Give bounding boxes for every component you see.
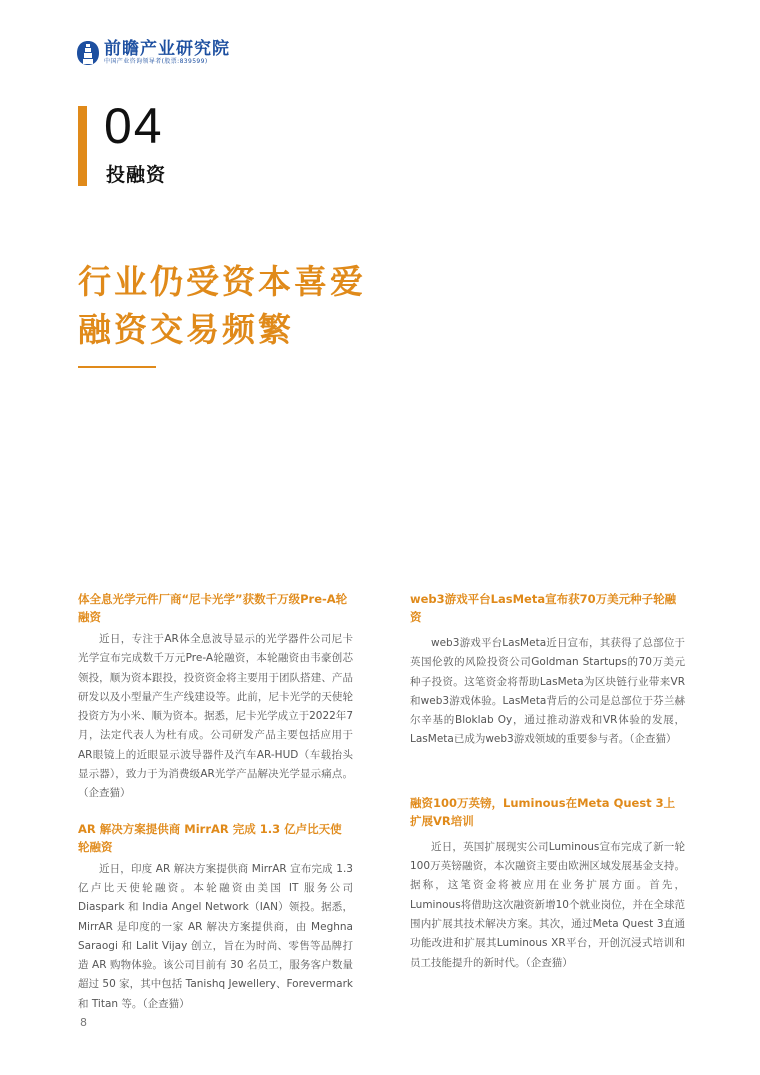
right-column [410,590,685,989]
article-body: 近日，专注于AR体全息波导显示的光学器件公司尼卡光学宣布完成数千万元Pre-A轮融资，本轮融资由韦豪创芯领投，顺为资本跟投，投资资金将主要用于团队搭建、产品研发以及小型量产生产线建设等。此前，尼卡光学的天使轮投资方为小米、顺为资本。据悉，尼卡光学成立于2022年7月，法定代表人为杜有成。公司研发产品主要包括应用于AR眼镜上的近眼显示波导器件及汽车AR-HUD（车载抬头显示器），致力于为消费级AR光学产品解决光学显示痛点。（企查猫） [78,633,353,800]
logo-subtitle: 中国产业咨询领导者(股票:839599) [104,58,208,65]
headline [78,258,366,354]
logo-name: 前瞻产业研究院 [104,39,230,59]
page-number: 8 [80,1016,87,1029]
tower-icon [76,40,100,66]
left-column [78,590,353,1030]
article [78,590,353,804]
section-number: 04 [104,98,164,154]
article-title: web3游戏平台LasMeta宣布获70万美元种子轮融资 [410,592,677,624]
article [410,590,685,750]
article [410,794,685,973]
headline-line-1: 行业仍受资本喜爱 [78,262,366,301]
headline-line-2: 融资交易频繁 [78,310,294,349]
article-body: 近日，印度 AR 解决方案提供商 MirrAR 宣布完成 1.3 亿卢比天使轮融资。本轮融资由美国 IT 服务公司 Diaspark 和 India Angel Network（IAN）领投。据悉，MirrAR 是印度的一家 AR 解决方案提供商，由 Meghna Saraogi 和 Lalit Vijay 创立，旨在为时尚、零售等品牌打造 AR 购物体验。该公司目前有 30 名员工，服务客户数量超过 50 家，其中包括 Tanishq Jewellery、Forevermark 和 Titan 等。（企查猫） [78,862,353,1010]
article-body: 近日，英国扩展现实公司Luminous宣布完成了新一轮100万英镑融资，本次融资主要由欧洲区域发展基金支持。据称，这笔资金将被应用在业务扩展方面。首先，Luminous将借助这次融资新增10个就业岗位，并在全球范围内扩展其技术解决方案。其次，通过Meta Quest 3直通功能改进和扩展其Luminous XR平台，开创沉浸式培训和员工技能提升的新时代。（企查猫） [410,840,685,969]
article-title: AR 解决方案提供商 MirrAR 完成 1.3 亿卢比天使轮融资 [78,821,342,854]
section-title: 投融资 [106,164,167,186]
article-title: 体全息光学元件厂商“尼卡光学”获数千万级Pre-A轮融资 [78,592,348,624]
article-title: 融资100万英镑，Luminous在Meta Quest 3上扩展VR培训 [410,795,676,828]
section-accent-bar [78,106,87,186]
headline-divider [78,366,156,368]
logo [76,40,230,66]
article-body: web3游戏平台LasMeta近日宣布，其获得了总部位于英国伦敦的风险投资公司Goldman Startups的70万美元种子投资。这笔资金将帮助LasMeta为区块链行业带来VR和web3游戏体验。LasMeta背后的公司是总部位于芬兰赫尔辛基的Bloklab Oy，通过推动游戏和VR体验的发展，LasMeta已成为web3游戏领域的重要参与者。（企查猫） [410,637,685,746]
article [78,820,353,1014]
